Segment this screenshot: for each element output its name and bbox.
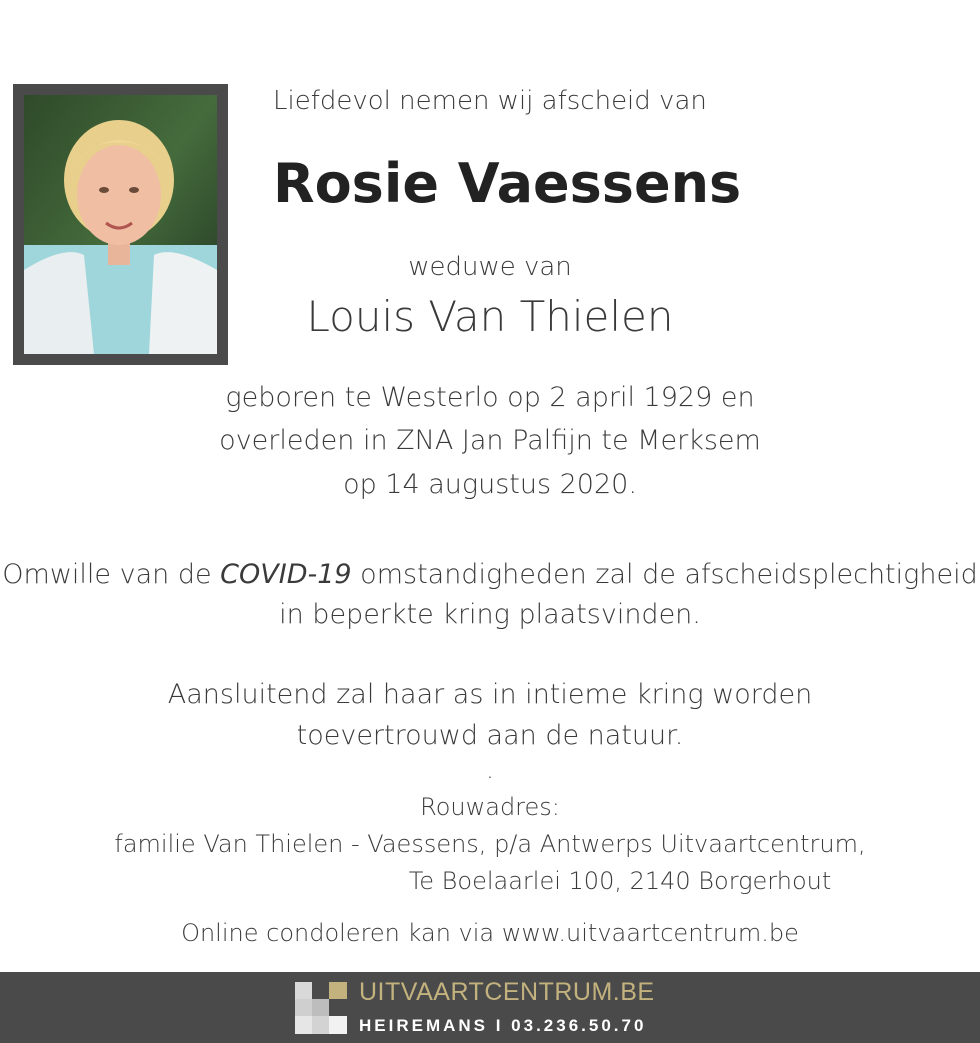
address-line-2: Te Boelaarlei 100, 2140 Borgerhout [408, 867, 832, 895]
footer-bar [0, 972, 980, 1043]
separator-dot: . [486, 756, 494, 784]
relation-text: weduwe van [408, 252, 572, 282]
stacked-squares-logo-icon [295, 982, 347, 1034]
ashes-line-2: toevertrouwd aan de natuur. [296, 720, 684, 751]
deceased-name: Rosie Vaessens [273, 152, 742, 215]
spouse-name: Louis Van Thielen [306, 292, 674, 341]
death-place-line: overleden in ZNA Jan Palfijn te Merksem [219, 425, 761, 456]
death-date-line: op 14 augustus 2020. [343, 469, 637, 500]
covid-before: Omwille van de [2, 559, 221, 590]
ashes-line-1: Aansluitend zal haar as in intieme kring worden [167, 679, 813, 710]
online-condolence: Online condoleren kan via www.uitvaartcentrum.be [181, 919, 799, 947]
address-label: Rouwadres: [420, 793, 560, 821]
brand-name: UITVAARTCENTRUM.BE [359, 978, 655, 1006]
intro-text: Liefdevol nemen wij afscheid van [273, 86, 707, 116]
covid-after: omstandigheden zal de afscheidsplechtigheid [351, 559, 978, 590]
contact-line: HEIREMANS I 03.236.50.70 [359, 1016, 647, 1035]
birth-line: geboren te Westerlo op 2 april 1929 en [225, 382, 755, 413]
covid-emphasis: COVID-19 [220, 559, 352, 590]
covid-line-2: in beperkte kring plaatsvinden. [279, 599, 701, 630]
covid-line [0, 555, 980, 595]
address-line-1: familie Van Thielen - Vaessens, p/a Antwerps Uitvaartcentrum, [114, 830, 866, 858]
